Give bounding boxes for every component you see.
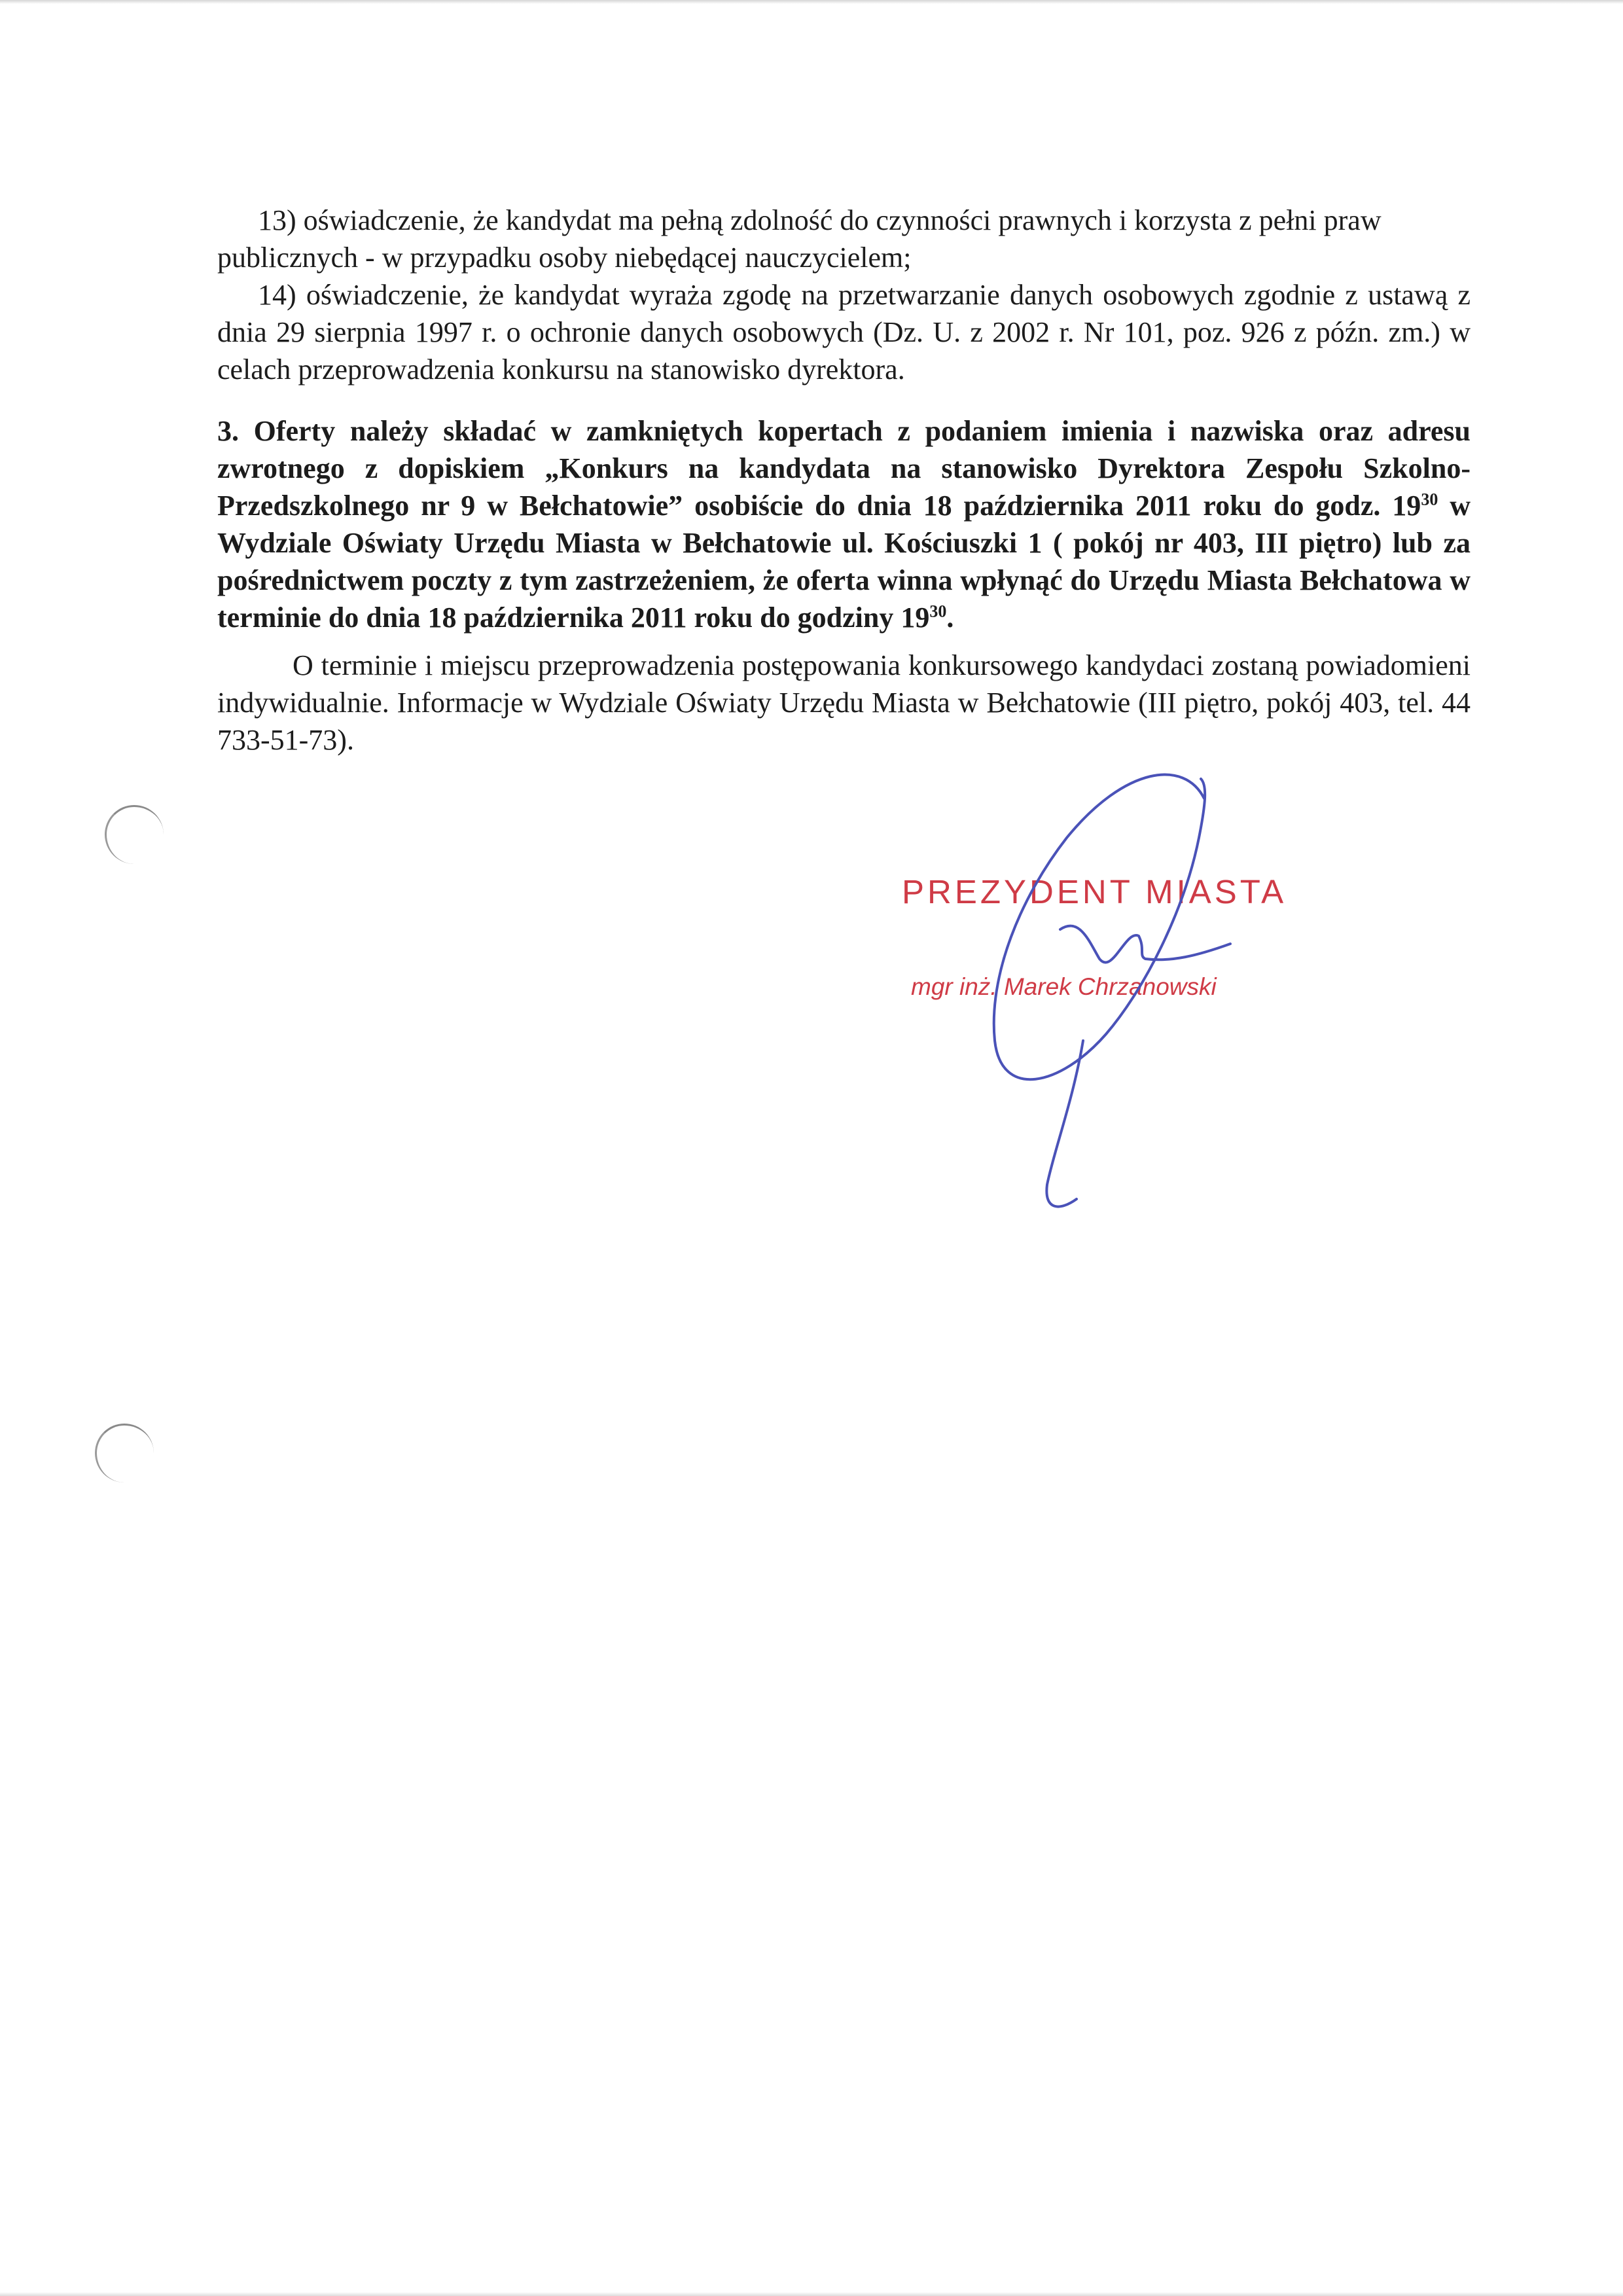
handwritten-signature (949, 759, 1289, 1230)
signature-loop-stroke (994, 775, 1205, 1080)
closing-paragraph: O terminie i miejscu przeprowadzenia postępowania konkursowego kandydaci zostaną powiadomieni indywidualnie. Informacje w Wydziale Oświaty Urzędu Miasta w Bełchatowie (III piętro, pokój 403, tel. 44 733-51-73). (217, 649, 1471, 756)
signature-flourish-stroke (1060, 926, 1230, 963)
item-14-paragraph: 14) oświadczenie, że kandydat wyraża zgodę na przetwarzanie danych osobowych zgodnie z ustawą z dnia 29 sierpnia 1997 r. o ochronie danych osobowych (Dz. U. z 2002 r. Nr 101, poz. 926 z późn. zm.) w celach przeprowadzenia konkursu na stanowisko dyrektora. (217, 279, 1471, 386)
page-edge-top (0, 0, 1623, 4)
section-3-text-part-1: 3. Oferty należy składać w zamkniętych kopertach z podaniem imienia i nazwiska oraz adresu zwrotnego z dopiskiem „Konkurs na kandydata na stanowisko Dyrektora Zespołu Szkolno-Przedszkolnego nr 9 w Bełchatowie” osobiście do dnia 18 października 2011 roku do godz. 19 (217, 415, 1471, 522)
section-3-hour-superscript-2: 30 (929, 601, 947, 621)
page-edge-bottom (0, 2292, 1623, 2296)
punch-hole-lower (95, 1424, 154, 1482)
section-3-paragraph (217, 412, 1471, 636)
section-3-hour-superscript-1: 30 (1421, 490, 1438, 509)
section-3-text-part-3: . (946, 601, 954, 634)
item-13-line-1: 13) oświadczenie, że kandydat ma pełną zdolność do czynności prawnych i korzysta z pełni praw (258, 204, 1382, 236)
item-13-line-2: publicznych - w przypadku osoby niebędącej nauczycielem; (217, 242, 912, 274)
closing-block (217, 647, 1471, 759)
stamp-name: mgr inż. Marek Chrzanowski (911, 973, 1217, 1000)
item-13-block (217, 202, 1471, 276)
punch-hole-upper (105, 805, 164, 864)
section-3-text-part-2: w Wydziale Oświaty Urzędu Miasta w Bełchatowie ul. Kościuszki 1 ( pokój nr 403, III piętro) lub za pośrednictwem poczty z tym zastrzeżeniem, że oferta winna wpłynąć do Urzędu Miasta Bełchatowa w terminie do dnia 18 października 2011 roku do godziny 19 (217, 490, 1471, 634)
item-14-block (217, 276, 1471, 388)
section-3-block (217, 412, 1471, 636)
signature-tail-stroke (1046, 1041, 1083, 1207)
stamp-title: PREZYDENT MIASTA (902, 873, 1287, 910)
